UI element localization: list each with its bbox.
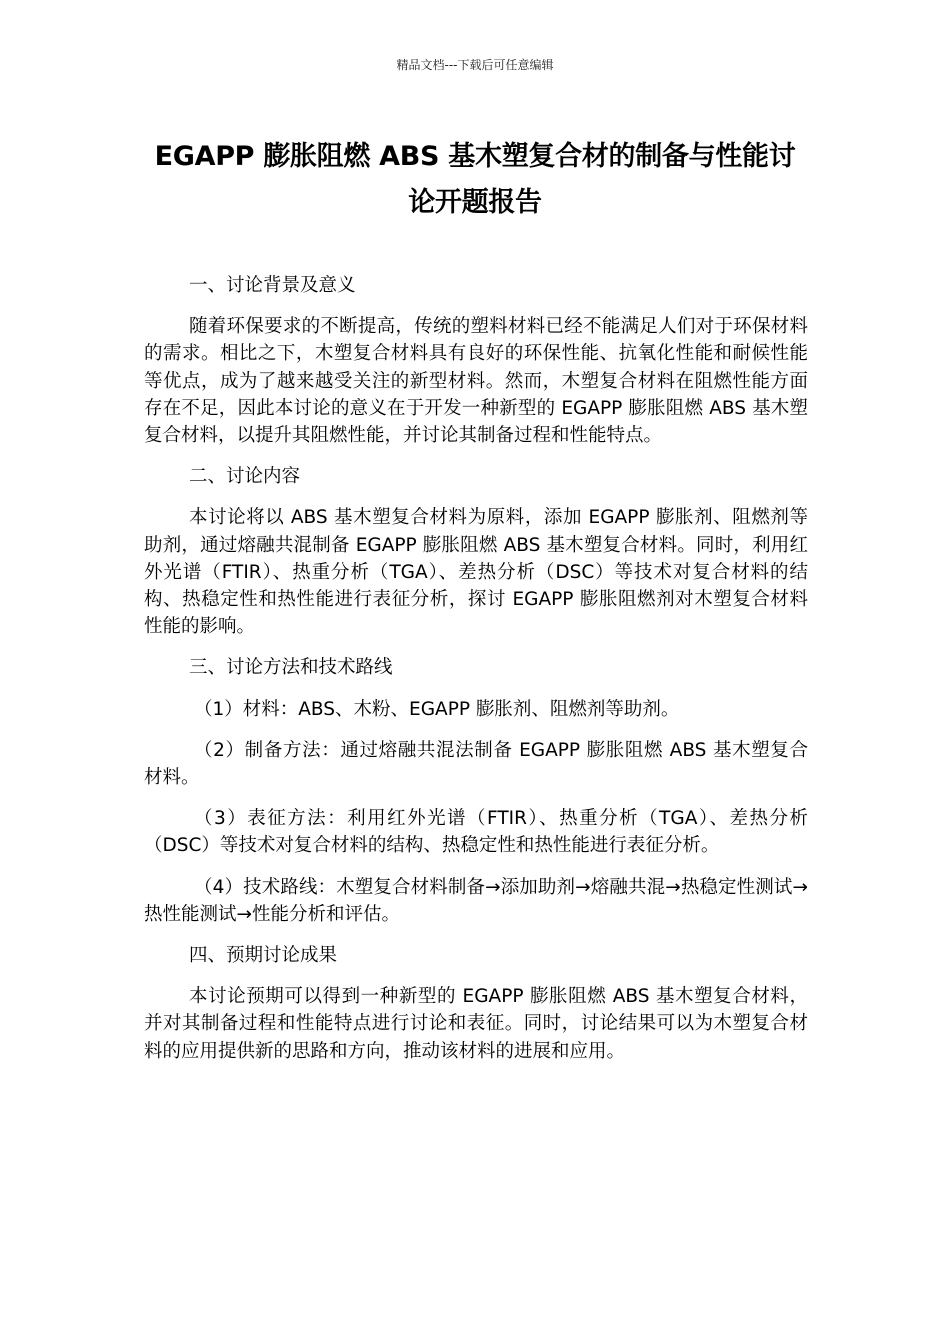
paragraph-background: 随着环保要求的不断提高，传统的塑料材料已经不能满足人们对于环保材料的需求。相比之下，木塑复合材料具有良好的环保性能、抗氧化性能和耐候性能等优点，成为了越来越受关注的新型材料。然而，木塑复合材料在阻燃性能方面存在不足，因此本讨论的意义在于开发一种新型的 EGAPP 膨胀阻燃 ABS 基木塑复合材料，以提升其阻燃性能，并讨论其制备过程和性能特点。 <box>144 316 808 447</box>
paragraph-expected-results: 本讨论预期可以得到一种新型的 EGAPP 膨胀阻燃 ABS 基木塑复合材料，并对其制备过程和性能特点进行讨论和表征。同时，讨论结果可以为木塑复合材料的应用提供新的思路和方向，推动该材料的进展和应用。 <box>144 986 808 1062</box>
section-heading-methods: 三、讨论方法和技术路线 <box>189 657 393 679</box>
section-heading-content: 二、讨论内容 <box>189 466 301 488</box>
paragraph-content: 本讨论将以 ABS 基木塑复合材料为原料，添加 EGAPP 膨胀剂、阻燃剂等助剂，通过熔融共混制备 EGAPP 膨胀阻燃 ABS 基木塑复合材料。同时，利用红外光谱（FTIR）、热重分析（TGA）、差热分析（DSC）等技术对复合材料的结构、热稳定性和热性能进行表征分析，探讨 EGAPP 膨胀阻燃剂对木塑复合材料性能的影响。 <box>144 507 808 638</box>
section-heading-expected-results: 四、预期讨论成果 <box>189 945 338 967</box>
document-title <box>140 134 810 226</box>
method-item-preparation: （2）制备方法：通过熔融共混法制备 EGAPP 膨胀阻燃 ABS 基木塑复合材料。 <box>144 739 808 789</box>
document-body <box>144 272 808 1079</box>
page-header: 精品文档---下载后可任意编辑 <box>396 58 554 72</box>
section-heading-background: 一、讨论背景及意义 <box>189 275 356 296</box>
title-line-1: EGAPP 膨胀阻燃 ABS 基木塑复合材的制备与性能讨 <box>154 141 796 172</box>
method-item-materials: （1）材料：ABS、木粉、EGAPP 膨胀剂、阻燃剂等助剂。 <box>194 698 680 720</box>
method-item-characterization: （3）表征方法：利用红外光谱（FTIR）、热重分析（TGA）、差热分析（DSC）等技术对复合材料的结构、热稳定性和热性能进行表征分析。 <box>144 808 808 857</box>
title-line-2: 论开题报告 <box>408 187 542 218</box>
method-item-technical-route: （4）技术路线：木塑复合材料制备→添加助剂→熔融共混→热稳定性测试→热性能测试→性能分析和评估。 <box>144 876 808 925</box>
